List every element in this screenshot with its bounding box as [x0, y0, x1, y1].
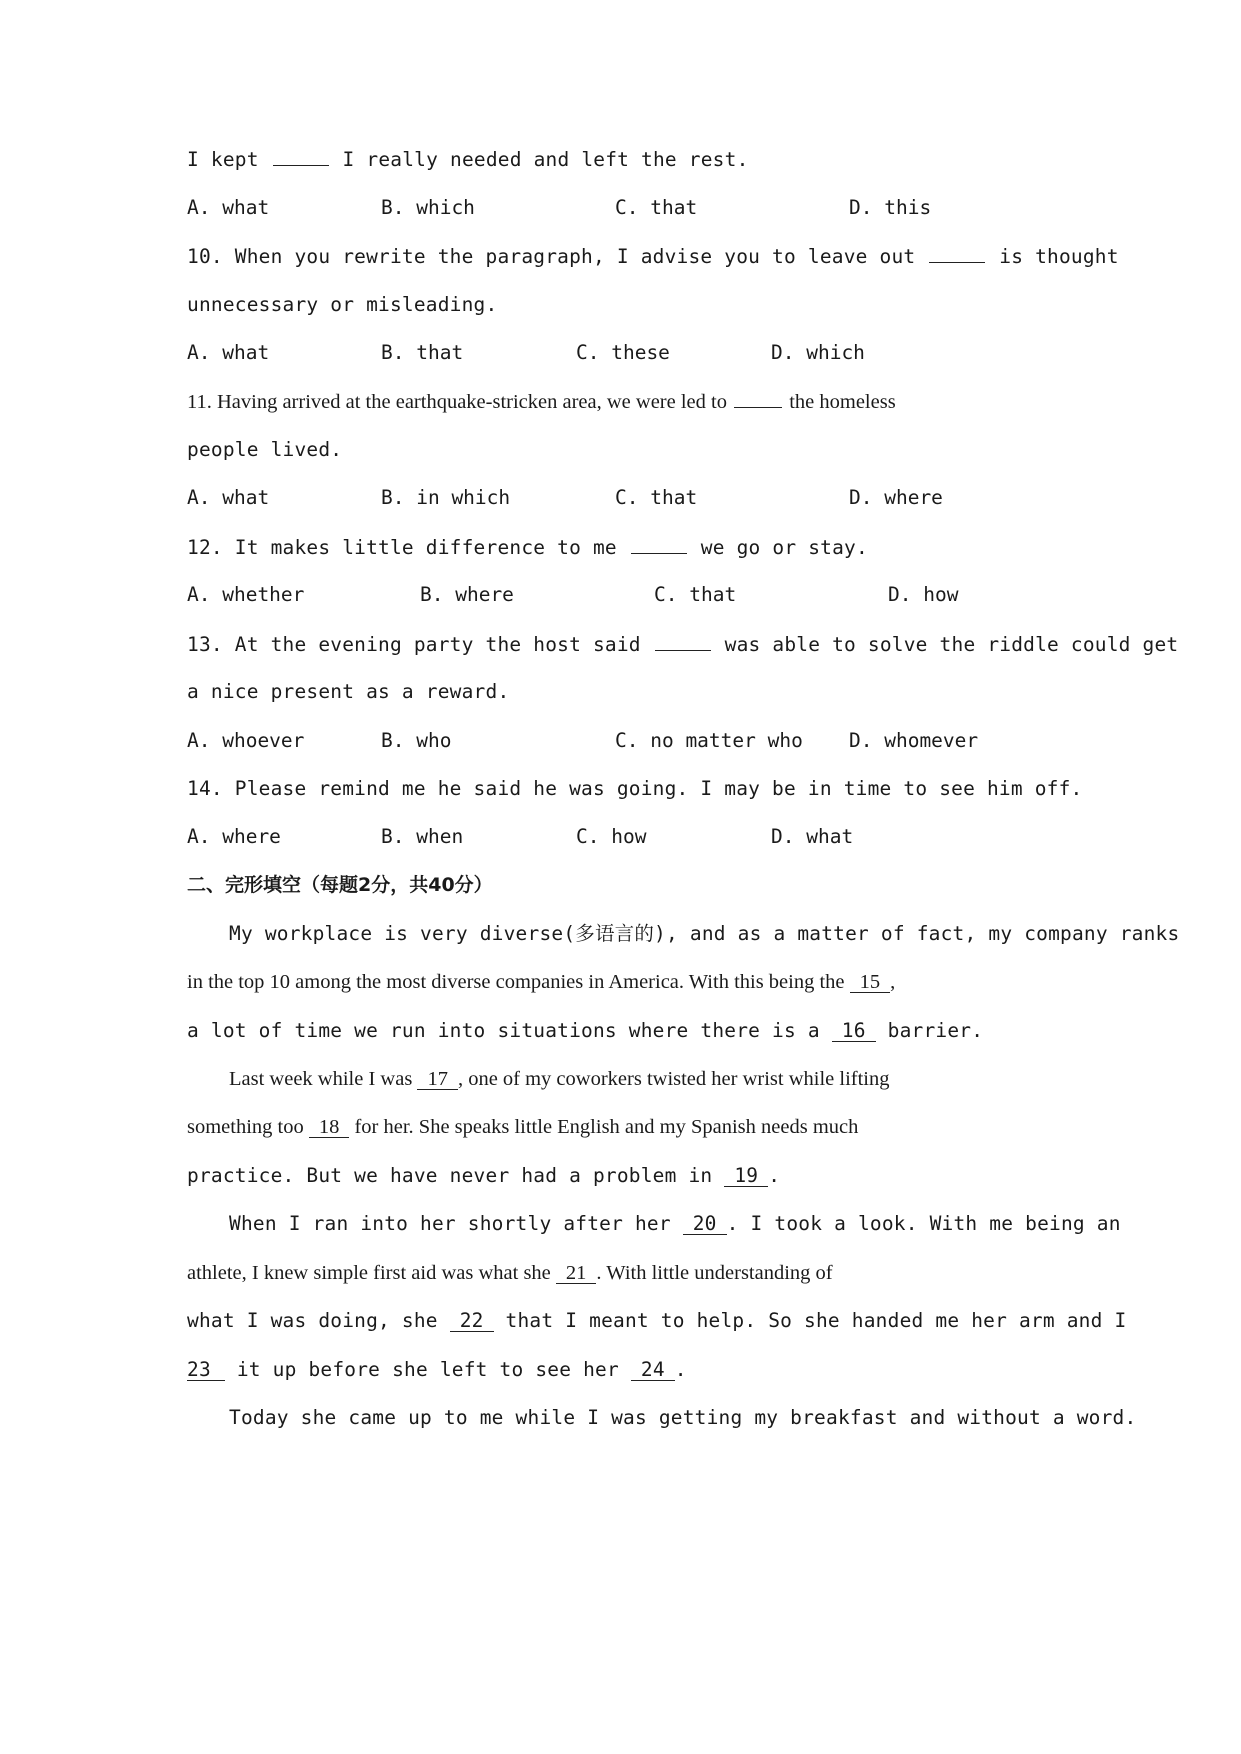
blank-21: 21 — [556, 1263, 597, 1284]
blank-15: 15 — [850, 972, 891, 993]
passage-line: When I ran into her shortly after her 20 . I took a look. With me being an — [229, 1212, 1121, 1235]
passage-line: Last week while I was 17 , one of my coworkers twisted her wrist while lifting — [229, 1068, 890, 1090]
q13-stem-cont: a nice present as a reward. — [187, 680, 510, 703]
q11-stem-cont: people lived. — [187, 438, 343, 461]
blank-24: 24 — [631, 1360, 675, 1381]
option-a: A. where — [187, 825, 281, 848]
q10-stem: 10. When you rewrite the paragraph, I advise you to leave out is thought — [187, 245, 1119, 268]
option-d: D. what — [771, 825, 854, 848]
option-a: A. what — [187, 486, 270, 509]
passage-line: Today she came up to me while I was getting my breakfast and without a word. — [229, 1406, 1137, 1429]
option-a: A. what — [187, 341, 270, 364]
option-b: B. when — [381, 825, 464, 848]
blank-20: 20 — [683, 1214, 727, 1235]
passage-line: what I was doing, she 22 that I meant to help. So she handed me her arm and I — [187, 1309, 1127, 1332]
q14-stem: 14. Please remind me he said he was going. I may be in time to see him off. — [187, 777, 1083, 800]
q11-stem: 11. Having arrived at the earthquake-stricken area, we were led to the homeless — [187, 391, 896, 413]
answer-blank — [631, 535, 687, 554]
passage-line: 23 it up before she left to see her 24 . — [187, 1358, 687, 1381]
blank-22: 22 — [450, 1311, 494, 1332]
option-d: D. whomever — [849, 729, 979, 752]
blank-17: 17 — [417, 1069, 458, 1090]
option-d: D. how — [888, 583, 959, 606]
blank-23: 23 — [187, 1360, 225, 1381]
answer-blank — [734, 389, 782, 408]
option-a: A. whoever — [187, 729, 305, 752]
blank-19: 19 — [724, 1166, 768, 1187]
answer-blank — [655, 632, 711, 651]
option-b: B. in which — [381, 486, 511, 509]
option-c: C. that — [615, 196, 698, 219]
passage-line: athlete, I knew simple first aid was what she 21 . With little understanding of — [187, 1262, 833, 1284]
passage-line: something too 18 for her. She speaks little English and my Spanish needs much — [187, 1116, 859, 1138]
option-c: C. these — [576, 341, 670, 364]
option-b: B. where — [420, 583, 514, 606]
answer-blank — [929, 244, 985, 263]
option-d: D. this — [849, 196, 932, 219]
passage-line: in the top 10 among the most diverse companies in America. With this being the 15 , — [187, 971, 896, 993]
option-a: A. what — [187, 196, 270, 219]
passage-line: practice. But we have never had a problem in 19 . — [187, 1164, 781, 1187]
option-d: D. where — [849, 486, 943, 509]
answer-blank — [273, 147, 329, 166]
q9-stem: I kept I really needed and left the rest. — [187, 148, 749, 171]
section-heading: 二、完形填空（每题2分，共40分） — [187, 874, 493, 896]
option-c: C. how — [576, 825, 647, 848]
q10-stem-cont: unnecessary or misleading. — [187, 293, 498, 316]
passage-line: a lot of time we run into situations where there is a 16 barrier. — [187, 1019, 984, 1042]
blank-16: 16 — [832, 1021, 876, 1042]
option-c: C. no matter who — [615, 729, 803, 752]
option-c: C. that — [615, 486, 698, 509]
option-b: B. which — [381, 196, 475, 219]
option-c: C. that — [654, 583, 737, 606]
q12-stem: 12. It makes little difference to me we go or stay. — [187, 536, 868, 559]
option-a: A. whether — [187, 583, 305, 606]
option-d: D. which — [771, 341, 865, 364]
option-b: B. who — [381, 729, 452, 752]
blank-18: 18 — [309, 1117, 350, 1138]
passage-line: My workplace is very diverse(多语言的), and as a matter of fact, my company ranks — [229, 922, 1180, 945]
q13-stem: 13. At the evening party the host said was able to solve the riddle could get — [187, 633, 1179, 656]
option-b: B. that — [381, 341, 464, 364]
